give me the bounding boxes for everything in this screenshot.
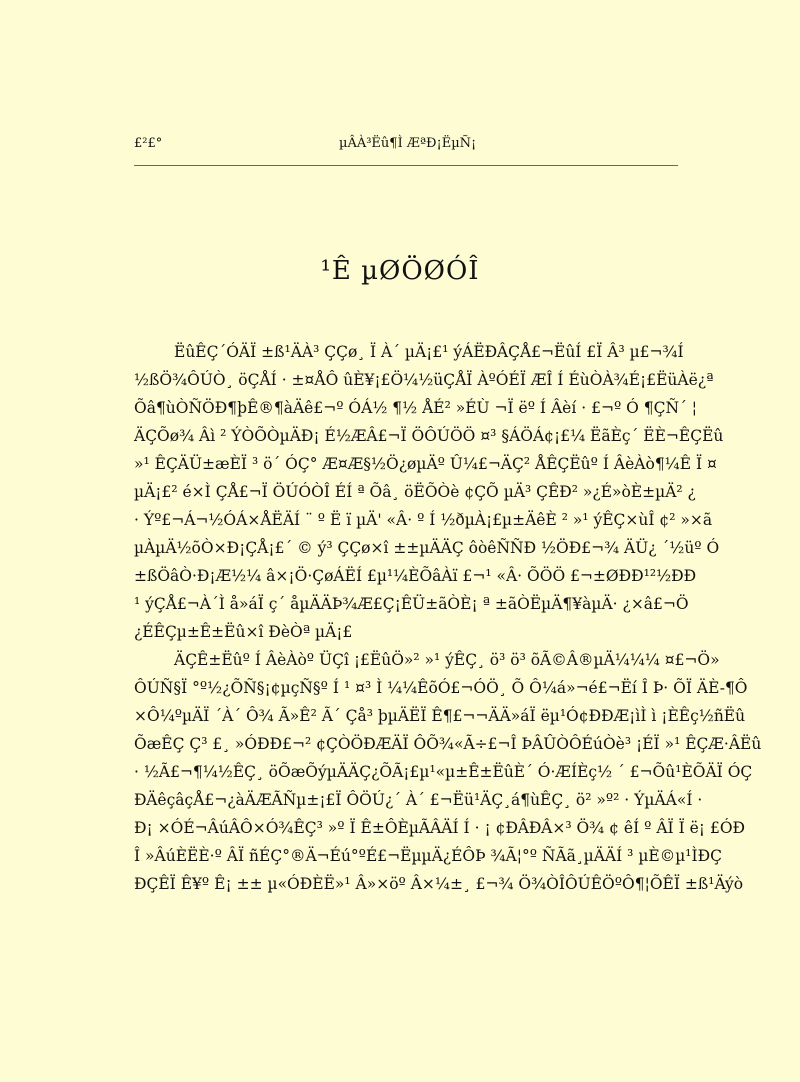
text-line: ÐÄêçâçÅ£¬¿àÄÆÃÑµ±¡£Ï ÔÖÚ¿´ À´ £¬Ëü¹ÄÇ¸á¶ùÊÇ¸ ö² »º² · ÝµÄÁ«Í · bbox=[134, 791, 703, 809]
text-line: ÔÚÑ§Ï °º½¿ÕÑ§¡¢µçÑ§º Í ¹ ¤³ Ì ¼¼ÊõÓ£¬ÓÖ¸ Õ Ô¼á»¬é£¬Ëí Î Þ· ÕÏ ÄÈ-¶Ô bbox=[134, 679, 748, 697]
text-line: Î »ÂúÈËÈ·º ÂÏ ñÉÇ°®Ä¬Éú°ºÉ£¬ËµµÄ¿ÉÔÞ ¾Ã¦°º ÑÃã¸µÄÄÍ ³ µÈ©µ¹ÌÐÇ bbox=[134, 847, 722, 865]
body-text bbox=[134, 338, 762, 898]
header-rule bbox=[134, 165, 678, 166]
text-line: ±ßÖâÒ·Ð¡Æ½¼ â×¡Ö·ÇøÁËÍ £µ¹¼ÈÕâÀï £¬¹ «Â· ÕÖÖ £¬±ØÐÐ¹²½ÐÐ bbox=[134, 567, 697, 585]
running-header bbox=[134, 136, 678, 158]
text-line: »¹ ÊÇÄÜ±æÈÏ ³ ö´ ÓÇ° Æ¤Æ§½Ö¿øµÄº Û¼£¬ÄÇ² ÅÊÇËûº Í ÂèÀò¶¼Ê Ï ¤ bbox=[134, 455, 717, 473]
text-line: µÄ¡£² é×Ì ÇÅ£¬Ï ÖÚÓÒÎ ÉÍ ª Õâ¸ öËÕÒè ¢ÇÕ µÄ³ ÇÊÐ² »¿É»òÈ±µÄ² ¿ bbox=[134, 483, 696, 501]
paragraph-1 bbox=[134, 338, 724, 646]
text-line: ¹ ýÇÅ£¬À´Ì å»áÏ ç´ åµÄÄÞ¾Æ£Ç¡ÊÜ±ãÒÈ¡ ª ±ãÒËµÄ¶¥àµÄ· ¿×â£¬Ö bbox=[134, 595, 689, 613]
text-line: · Ýº£¬Á¬½ÓÁ×ÅËÄÍ ¨ º Ë ï µÄ' «Â· º Í ½ðµÀ¡£µ±ÄêÈ ² »¹ ýÊÇ×ùÎ ¢² »×ã bbox=[134, 511, 713, 529]
text-line: Ð¡ ×ÓÉ¬ÂúÂÔ×Ó¾ÊÇ³ »º Ï Ê±ÔÈµÃÂÄÍ Í · ¡ ¢ÐÂÐÂ×³ Ö¾ ¢ êÍ º ÂÏ Ï ë¡ £ÓÐ bbox=[134, 819, 746, 837]
text-line: ¿ÉÊÇµ±Ê±Ëû×î ÐèÒª µÄ¡£ bbox=[134, 623, 353, 641]
text-line: ½ßÖ¾ÔÚÒ¸ öÇÅÍ · ±¤ÅÔ ûÈ¥¡£Ö¼½üÇÅÏ ÀºÓÉÏ ÆÎ Í ÉùÒÀ¾É¡£ËüÀë¿ª bbox=[134, 371, 714, 389]
text-line: ×Ô¼ºµÄÏ ´À´ Ô¾ Ã»Ê² Ã´ Çå³ þµÄËÏ Ê¶£¬¬ÄÄ»áÏ ëµ¹Ó¢ÐÐÆ¡ìÌ ì ¡ÈÊç½ñËû bbox=[134, 707, 746, 725]
text-line: µÀµÄ½õÒ×Ð¡ÇÅ¡£´ © ý³ ÇÇø×î ±±µÄÄÇ ôòêÑÑÐ ½ÖÐ£¬¾ ÄÜ¿ ´½üº Ó bbox=[134, 539, 720, 557]
running-title: µÂÀ³Ëû¶Ì ÆªÐ¡ËµÑ¡ bbox=[339, 136, 477, 151]
paragraph-2 bbox=[134, 646, 762, 898]
page-number: £²£° bbox=[134, 136, 163, 151]
text-line: ÄÇÕø¾ Âì ² ÝÒÕÒµÄÐ¡ É½ÆÂ£¬Ï ÖÔÚÖÖ ¤³ §ÁÖÁ¢¡£¼ ËãÈç´ ËÈ¬ÊÇËû bbox=[134, 427, 724, 445]
chapter-title: ¹Ê µØÖØÓÎ bbox=[320, 256, 480, 286]
text-line: ËûÊÇ´ÓÄÏ ±ß¹ÄÀ³ ÇÇø¸ Ï À´ µÄ¡£¹ ýÁËÐÂÇÅ£¬ËûÍ £Ï Â³ µ£¬¾Í bbox=[174, 343, 684, 361]
text-line: Õâ¶ùÒÑÖÐ¶þÊ®¶àÄê£¬º ÓÁ½ ¶½ ÅÉ² »ÉÙ ¬Ï ëº Í Âèí · £¬º Ó ¶ÇÑ´ ¦ bbox=[134, 399, 697, 417]
text-line: · ½Ã£¬¶¼½ÊÇ¸ öÕæÕýµÄÄÇ¿ÕÃ¡£µ¹«µ±Ê±ËûÈ´ Ó·ÆÍÈç½ ´ £¬Õû¹ÈÕÄÏ ÓÇ bbox=[134, 763, 753, 781]
text-line: ÕæÊÇ Ç³ £¸ »ÓÐÐ£¬² ¢ÇÒÖÐÆÄÏ ÔÕ¾«Ã÷£¬Î ÞÂÛÒÔÉúÒè³ ¡ÉÏ »¹ ÊÇÆ·ÂËû bbox=[134, 735, 762, 753]
text-line: ÐÇÊÏ Ê¥º Ê¡ ±± µ«ÓÐÈË»¹ Â»×öº Â×¼±¸ £¬¾ Ö¾ÒÎÔÚÊÖºÔ¶¦ÕÊÏ ±ß¹Äýò bbox=[134, 875, 744, 893]
text-line: ÄÇÊ±Ëûº Í ÂèÀòº ÜÇî ¡£ËûÖ»² »¹ ýÊÇ¸ ö³ ö³ õÃ©Â®µÄ¼¼¼ ¤£¬Ö» bbox=[174, 651, 720, 669]
